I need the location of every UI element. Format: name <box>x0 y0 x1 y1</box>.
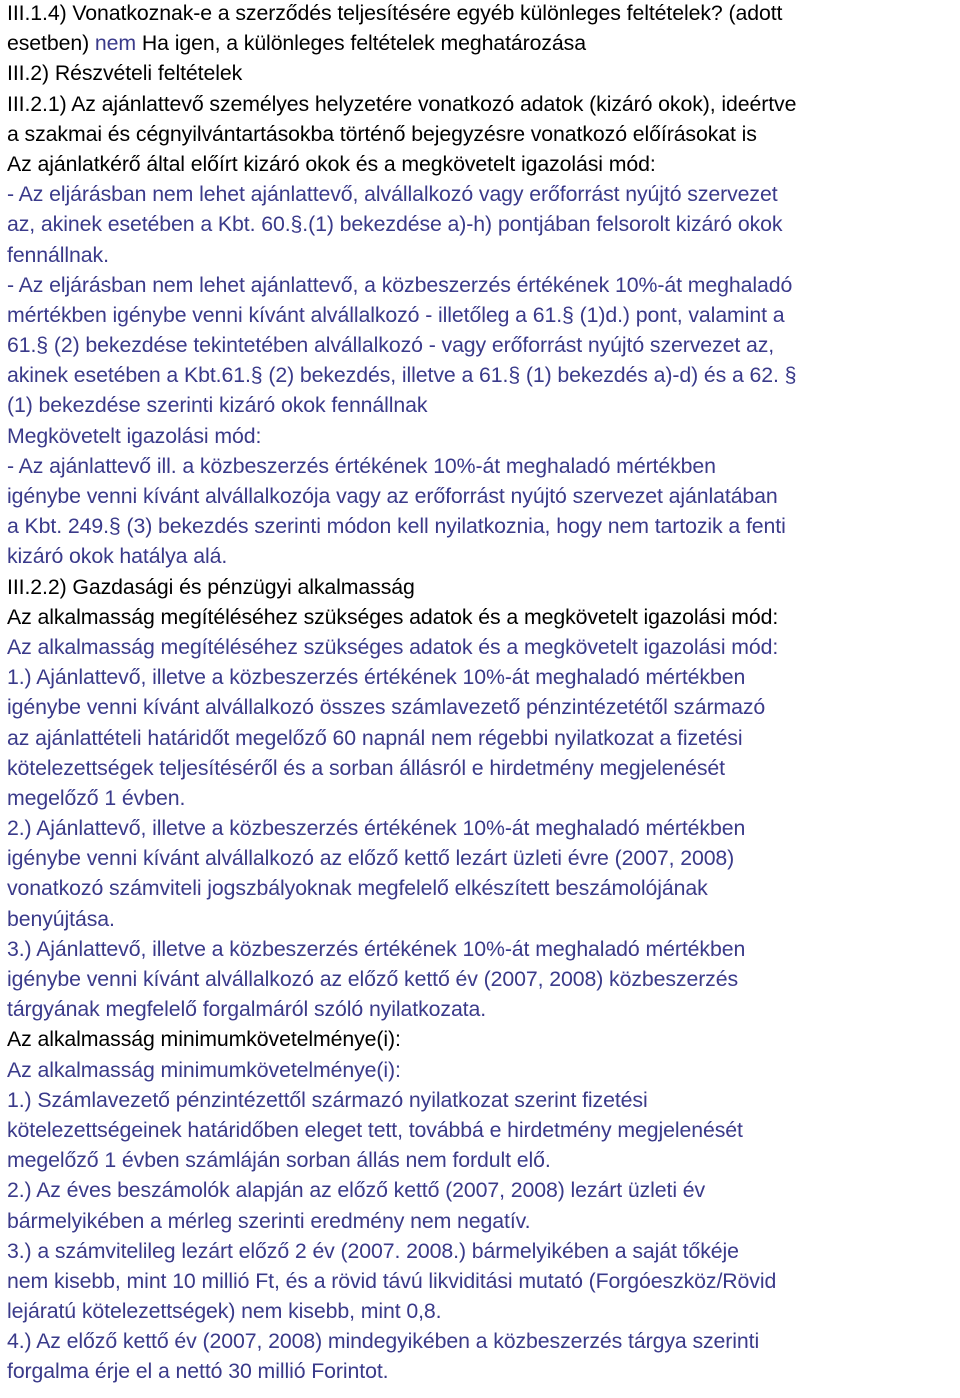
text-segment: Ha igen, a különleges feltételek meghatározása <box>136 31 586 56</box>
text-line <box>7 451 960 481</box>
text-line <box>7 1206 960 1236</box>
text-line <box>7 1115 960 1145</box>
text-line <box>7 692 960 722</box>
text-segment: 3.) a számvitelileg lezárt előző 2 év (2007. 2008.) bármelyikében a saját tőkéje <box>7 1238 739 1263</box>
text-segment: megelőző 1 évben. <box>7 785 186 810</box>
text-segment: forgalma érje el a nettó 30 millió Forintot. <box>7 1359 389 1384</box>
text-segment: igénybe venni kívánt alvállalkozó az előző kettő lezárt üzleti évre (2007, 2008) <box>7 846 735 871</box>
text-line <box>7 0 960 28</box>
text-segment: 4.) Az előző kettő év (2007, 2008) mindegyikében a közbeszerzés tárgya szerinti <box>7 1329 760 1354</box>
text-line <box>7 572 960 602</box>
text-segment: az ajánlattételi határidőt megelőző 60 napnál nem régebbi nyilatkozat a fizetési <box>7 725 743 750</box>
text-segment: nem kisebb, mint 10 millió Ft, és a rövid távú likviditási mutató (Forgóeszköz/Rövid <box>7 1268 777 1293</box>
text-line <box>7 1236 960 1266</box>
text-segment: 1.) Ajánlattevő, illetve a közbeszerzés értékének 10%-át meghaladó mértékben <box>7 665 746 690</box>
text-segment: a szakmai és cégnyilvántartásokba történő bejegyzésre vonatkozó előírásokat is <box>7 121 757 146</box>
text-line <box>7 1024 960 1054</box>
text-segment: - Az eljárásban nem lehet ajánlattevő, a közbeszerzés értékének 10%-át meghaladó <box>7 272 793 297</box>
text-line <box>7 1356 960 1386</box>
text-segment: III.2.1) Az ajánlattevő személyes helyzetére vonatkozó adatok (kizáró okok), ideértve <box>7 91 797 116</box>
text-segment: Az ajánlatkérő által előírt kizáró okok és a megkövetelt igazolási mód: <box>7 151 656 176</box>
text-line <box>7 873 960 903</box>
text-line <box>7 934 960 964</box>
text-segment: vonatkozó számviteli jogszbályoknak megfelelő elkészített beszámolójának <box>7 876 708 901</box>
text-segment: Az alkalmasság megítéléséhez szükséges adatok és a megkövetelt igazolási mód: <box>7 604 779 629</box>
text-line <box>7 1266 960 1296</box>
text-segment: lejáratú kötelezettségek) nem kisebb, mint 0,8. <box>7 1299 442 1324</box>
text-segment: Az alkalmasság minimumkövetelménye(i): <box>7 1027 401 1052</box>
text-segment: igénybe venni kívánt alvállalkozója vagy az erőforrást nyújtó szervezet ajánlatában <box>7 484 778 508</box>
text-line <box>7 28 960 58</box>
text-segment: 1.) Számlavezető pénzintézettől származó nyilatkozat szerint fizetési <box>7 1087 648 1112</box>
text-segment: 3.) Ajánlattevő, illetve a közbeszerzés értékének 10%-át meghaladó mértékben <box>7 936 746 961</box>
text-segment: III.2) Részvételi feltételek <box>7 61 243 86</box>
text-segment: III.2.2) Gazdasági és pénzügyi alkalmasság <box>7 574 415 599</box>
text-line <box>7 209 960 239</box>
text-segment: kizáró okok hatálya alá. <box>7 544 228 569</box>
text-segment: mértékben igénybe venni kívánt alvállalkozó - illetőleg a 61.§ (1)d.) pont, valamint a <box>7 302 785 327</box>
text-line <box>7 421 960 451</box>
text-line <box>7 632 960 662</box>
text-segment: 61.§ (2) bekezdése tekintetében alvállalkozó - vagy erőforrást nyújtó szervezet az, <box>7 333 775 358</box>
text-line <box>7 1326 960 1356</box>
text-segment: nem <box>94 31 137 56</box>
text-line <box>7 481 960 511</box>
text-segment: kötelezettségeinek határidőben eleget tett, továbbá e hirdetmény megjelenését <box>7 1117 743 1142</box>
text-segment: - Az ajánlattevő ill. a közbeszerzés értékének 10%-át meghaladó mértékben <box>7 453 716 478</box>
text-segment: esetben) <box>7 31 95 56</box>
text-segment: az, akinek esetében a Kbt. 60.§.(1) bekezdése a)-h) pontjában felsorolt kizáró okok <box>7 212 783 237</box>
text-segment: igénybe venni kívánt alvállalkozó az előző kettő év (2007, 2008) közbeszerzés <box>7 967 739 991</box>
text-segment: bármelyikében a mérleg szerinti eredmény nem negatív. <box>7 1208 531 1233</box>
text-line <box>7 119 960 149</box>
text-line <box>7 89 960 119</box>
text-segment: fennállnak. <box>7 242 109 267</box>
text-segment: tárgyának megfelelő forgalmáról szóló nyilatkozata. <box>7 997 487 1022</box>
text-line <box>7 360 960 390</box>
text-line <box>7 300 960 330</box>
text-line <box>7 904 960 934</box>
text-line <box>7 994 960 1024</box>
text-segment: Az alkalmasság megítéléséhez szükséges adatok és a megkövetelt igazolási mód: <box>7 634 779 659</box>
text-line <box>7 149 960 179</box>
text-segment: a Kbt. 249.§ (3) bekezdés szerinti módon kell nyilatkoznia, hogy nem tartozik a fenti <box>7 514 786 539</box>
text-line <box>7 723 960 753</box>
text-line <box>7 390 960 420</box>
text-segment: - Az eljárásban nem lehet ajánlattevő, alvállalkozó vagy erőforrást nyújtó szervezet <box>7 182 778 207</box>
text-line <box>7 813 960 843</box>
text-segment: (1) bekezdése szerinti kizáró okok fennállnak <box>7 393 428 418</box>
text-segment: 2.) Az éves beszámolók alapján az előző kettő (2007, 2008) lezárt üzleti év <box>7 1178 706 1203</box>
text-segment: megelőző 1 évben számláján sorban állás nem fordult elő. <box>7 1148 551 1173</box>
text-line <box>7 602 960 632</box>
text-segment: kötelezettségek teljesítéséről és a sorban állásról e hirdetmény megjelenését <box>7 755 725 780</box>
text-segment: III.1.4) Vonatkoznak-e a szerződés teljesítésére egyéb különleges feltételek? (adott <box>7 1 783 25</box>
text-segment: akinek esetében a Kbt.61.§ (2) bekezdés, illetve a 61.§ (1) bekezdés a)-d) és a 62. § <box>7 363 797 388</box>
text-line <box>7 240 960 270</box>
text-line <box>7 964 960 994</box>
text-segment: Megkövetelt igazolási mód: <box>7 423 262 448</box>
text-segment: igénybe venni kívánt alvállalkozó összes számlavezető pénzintézetétől származó <box>7 695 766 720</box>
text-line <box>7 753 960 783</box>
text-line <box>7 1296 960 1326</box>
text-line <box>7 541 960 571</box>
text-line <box>7 662 960 692</box>
text-line <box>7 179 960 209</box>
text-line <box>7 58 960 88</box>
text-line <box>7 270 960 300</box>
text-line <box>7 1145 960 1175</box>
text-line <box>7 1085 960 1115</box>
text-line <box>7 1055 960 1085</box>
text-segment: Az alkalmasság minimumkövetelménye(i): <box>7 1057 401 1082</box>
text-line <box>7 1175 960 1205</box>
text-line <box>7 843 960 873</box>
text-line <box>7 330 960 360</box>
text-line <box>7 511 960 541</box>
text-segment: benyújtása. <box>7 906 115 931</box>
text-line <box>7 783 960 813</box>
text-segment: 2.) Ajánlattevő, illetve a közbeszerzés értékének 10%-át meghaladó mértékben <box>7 816 746 841</box>
